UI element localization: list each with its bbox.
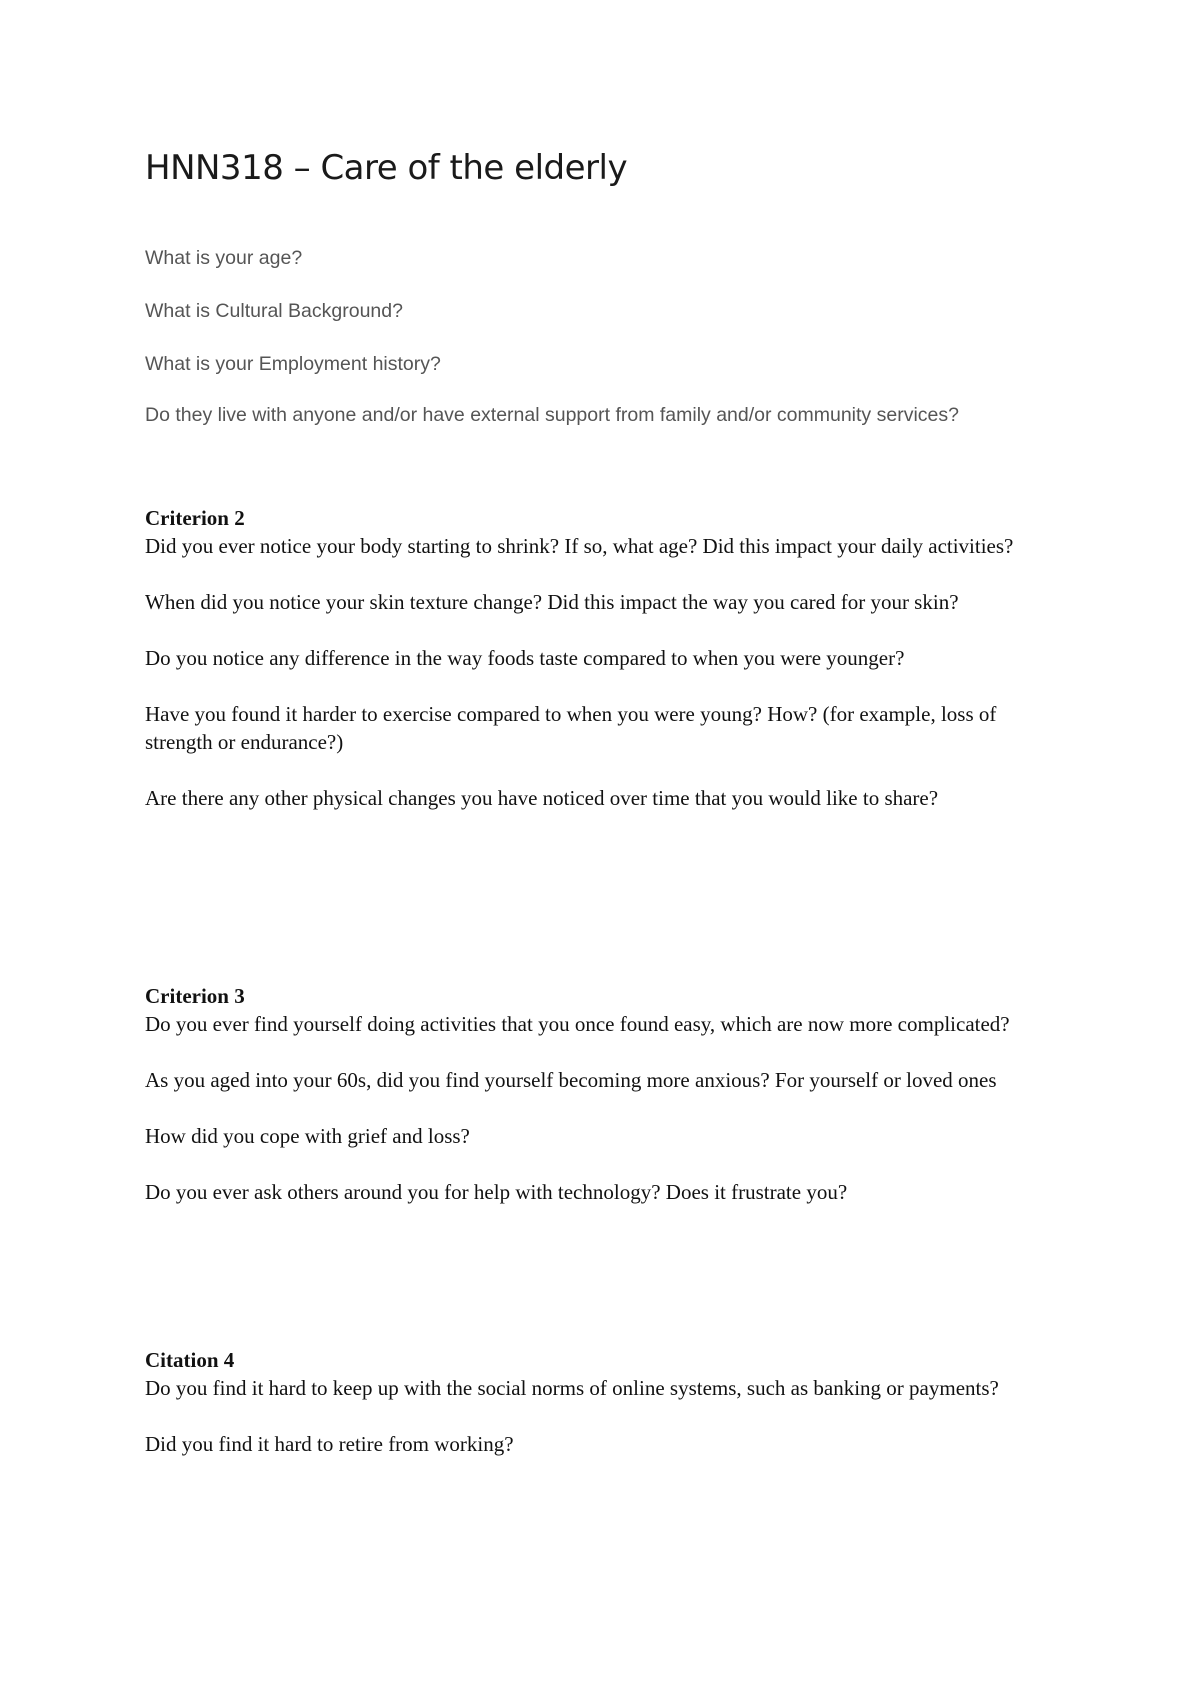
criterion-3-heading: Criterion 3 bbox=[145, 984, 245, 1008]
citation-4-section bbox=[145, 1346, 1065, 1458]
criterion-2-question-2: When did you notice your skin texture change? Did this impact the way you cared for your skin? bbox=[145, 590, 959, 614]
criterion-2-question-5: Are there any other physical changes you have noticed over time that you would like to share? bbox=[145, 786, 939, 810]
criterion-3-question-1: Do you ever find yourself doing activities that you once found easy, which are now more complicated? bbox=[145, 1012, 1010, 1036]
criterion-2-question-1: Did you ever notice your body starting to shrink? If so, what age? Did this impact your daily activities? bbox=[145, 534, 1014, 558]
document-title: HNN318 – Care of the elderly bbox=[145, 148, 628, 188]
intro-question-support: Do they live with anyone and/or have external support from family and/or community services? bbox=[145, 404, 959, 426]
citation-4-heading: Citation 4 bbox=[145, 1348, 235, 1372]
criterion-3-question-3: How did you cope with grief and loss? bbox=[145, 1124, 470, 1148]
citation-4-question-2: Did you find it hard to retire from working? bbox=[145, 1432, 514, 1456]
citation-4-question-1: Do you find it hard to keep up with the social norms of online systems, such as banking or payments? bbox=[145, 1376, 999, 1400]
criterion-2-section bbox=[145, 504, 1065, 812]
criterion-2-heading: Criterion 2 bbox=[145, 506, 245, 530]
criterion-3-section bbox=[145, 982, 1065, 1206]
criterion-3-question-2: As you aged into your 60s, did you find yourself becoming more anxious? For yourself or loved ones bbox=[145, 1068, 997, 1092]
criterion-2-question-4: Have you found it harder to exercise compared to when you were young? How? (for example, loss of strength or endurance?) bbox=[145, 702, 997, 754]
intro-question-culture: What is Cultural Background? bbox=[145, 300, 403, 322]
criterion-3-question-4: Do you ever ask others around you for help with technology? Does it frustrate you? bbox=[145, 1180, 848, 1204]
intro-question-employment: What is your Employment history? bbox=[145, 353, 441, 375]
intro-question-age: What is your age? bbox=[145, 247, 303, 269]
criterion-2-question-3: Do you notice any difference in the way foods taste compared to when you were younger? bbox=[145, 646, 905, 670]
